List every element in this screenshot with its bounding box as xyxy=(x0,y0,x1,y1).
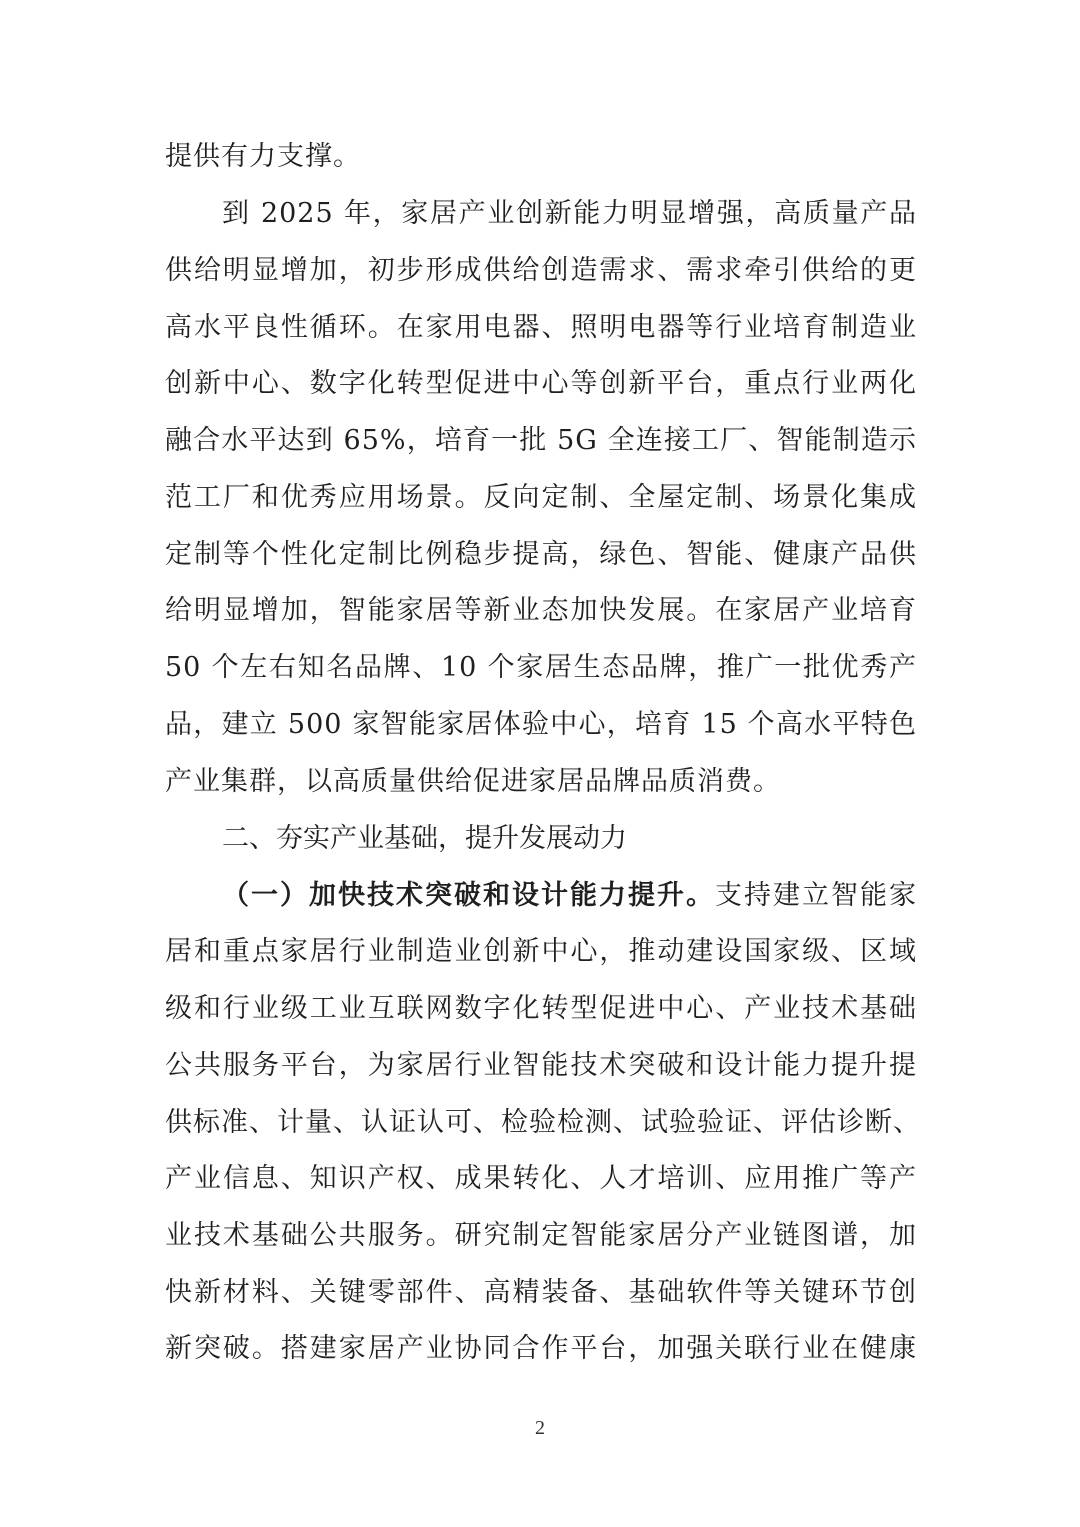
paragraph-line: 定制等个性化定制比例稳步提高，绿色、智能、健康产品供 xyxy=(165,539,917,570)
page-number: 2 xyxy=(535,1417,545,1439)
paragraph-line: 供给明显增加，初步形成供给创造需求、需求牵引供给的更 xyxy=(165,255,917,286)
paragraph-line: 融合水平达到 65%，培育一批 5G 全连接工厂、智能制造示 xyxy=(165,425,917,456)
paragraph-line: 供标准、计量、认证认可、检验检测、试验验证、评估诊断、 xyxy=(165,1107,921,1138)
paragraph-line: 快新材料、关键零部件、高精装备、基础软件等关键环节创 xyxy=(165,1277,917,1308)
paragraph-line: 给明显增加，智能家居等新业态加快发展。在家居产业培育 xyxy=(165,595,917,626)
subsection-lead: （一）加快技术突破和设计能力提升。 xyxy=(222,880,715,911)
paragraph-line: 产业集群，以高质量供给促进家居品牌品质消费。 xyxy=(165,766,781,797)
paragraph-line: 品，建立 500 家智能家居体验中心，培育 15 个高水平特色 xyxy=(165,709,917,740)
paragraph-line: 产业信息、知识产权、成果转化、人才培训、应用推广等产 xyxy=(165,1163,917,1194)
paragraph-line: 提供有力支撑。 xyxy=(165,141,361,172)
paragraph-line: 到 2025 年，家居产业创新能力明显增强，高质量产品 xyxy=(222,198,917,229)
paragraph-line: 高水平良性循环。在家用电器、照明电器等行业培育制造业 xyxy=(165,312,917,343)
paragraph-line: 新突破。搭建家居产业协同合作平台，加强关联行业在健康 xyxy=(165,1333,917,1364)
paragraph-line: 居和重点家居行业制造业创新中心，推动建设国家级、区域 xyxy=(165,936,917,967)
paragraph-line: 50 个左右知名品牌、10 个家居生态品牌，推广一批优秀产 xyxy=(165,652,917,683)
paragraph-line: 范工厂和优秀应用场景。反向定制、全屋定制、场景化集成 xyxy=(165,482,917,513)
section-heading: 二、夯实产业基础，提升发展动力 xyxy=(222,823,627,854)
paragraph-line: 公共服务平台，为家居行业智能技术突破和设计能力提升提 xyxy=(165,1050,917,1081)
subsection-first-line xyxy=(222,876,917,916)
paragraph-line: 创新中心、数字化转型促进中心等创新平台，重点行业两化 xyxy=(165,368,917,399)
subsection-first-line-rest: 支持建立智能家 xyxy=(715,880,917,911)
paragraph-line: 级和行业级工业互联网数字化转型促进中心、产业技术基础 xyxy=(165,993,917,1024)
paragraph-line: 业技术基础公共服务。研究制定智能家居分产业链图谱，加 xyxy=(165,1220,917,1251)
